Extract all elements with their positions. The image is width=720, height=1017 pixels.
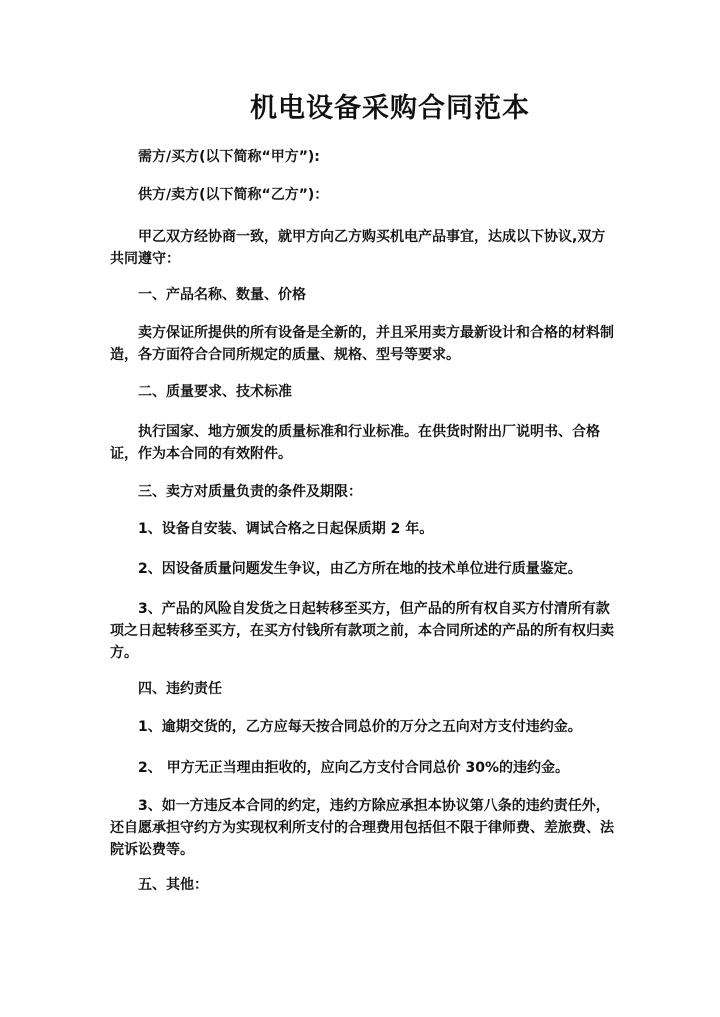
paragraph-seller: 供方/卖方(以下简称“乙方”)：	[138, 187, 329, 203]
paragraph-sec3-3: 3、产品的风险自发货之日起转移至买方，但产品的所有权自买方付清所有款项之日起转移至买方，在买方付钱所有款项之前，本合同所述的产品的所有权归卖方。	[110, 601, 614, 661]
paragraph-sec4-1: 1、逾期交货的，乙方应每天按合同总价的万分之五向对方支付违约金。	[138, 719, 582, 735]
paragraph-sec5: 五、其他：	[138, 877, 208, 893]
paragraph-buyer: 需方/买方(以下简称“甲方”):	[138, 149, 320, 165]
paragraph-sec3: 三、卖方对质量负责的条件及期限：	[138, 484, 362, 500]
document-title: 机电设备采购合同范本	[250, 93, 530, 124]
paragraph-sec1-body: 卖方保证所提供的所有设备是全新的，并且采用卖方最新设计和合格的材料制造，各方面符合合同所规定的质量、规格、型号等要求。	[110, 325, 614, 363]
paragraph-sec4: 四、违约责任	[138, 681, 222, 697]
paragraph-sec1: 一、产品名称、数量、价格	[138, 287, 306, 303]
paragraph-sec2: 二、质量要求、技术标准	[138, 384, 292, 400]
paragraph-sec3-2: 2、因设备质量问题发生争议，由乙方所在地的技术单位进行质量鉴定。	[138, 561, 582, 577]
paragraph-sec3-1: 1、设备自安装、调试合格之日起保质期 2 年。	[138, 521, 434, 537]
paragraph-sec4-2: 2、 甲方无正当理由拒收的，应向乙方支付合同总价 30%的违约金。	[138, 760, 569, 776]
paragraph-intro: 甲乙双方经协商一致，就甲方向乙方购买机电产品事宜，达成以下协议,双方共同遵守：	[110, 229, 606, 267]
paragraph-sec2-body: 执行国家、地方颁发的质量标准和行业标准。在供货时附出厂说明书、合格证，作为本合同的有效附件。	[110, 424, 600, 462]
paragraph-sec4-3: 3、如一方违反本合同的约定，违约方除应承担本协议第八条的违约责任外，还自愿承担守约方为实现权利所支付的合理费用包括但不限于律师费、差旅费、法院诉讼费等。	[110, 798, 614, 858]
